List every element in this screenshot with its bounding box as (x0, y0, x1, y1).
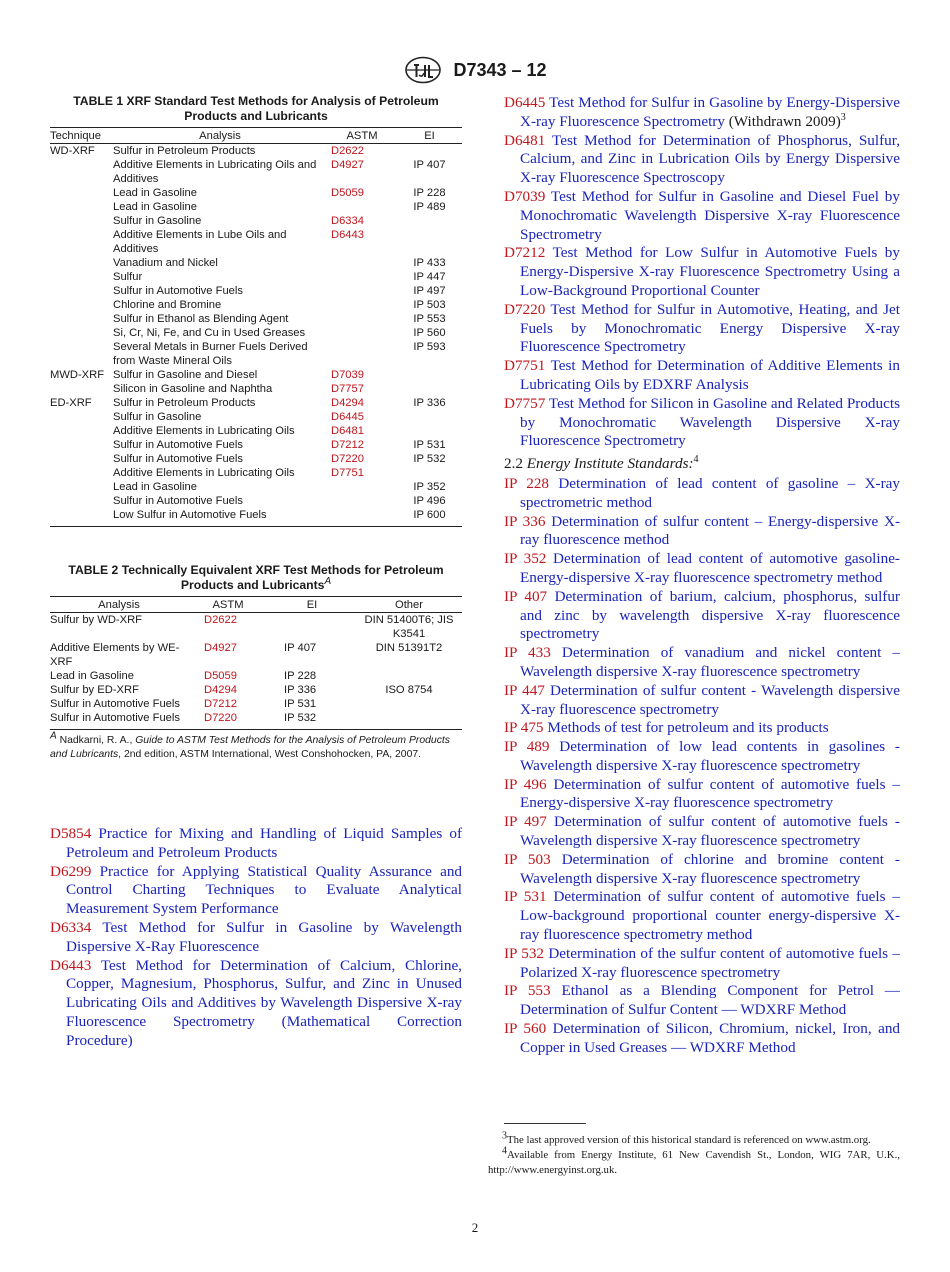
table1-ei-cell: IP 560 (413, 327, 446, 339)
page-header (0, 56, 950, 84)
astm-reference-code-link[interactable]: D7751 (504, 357, 546, 375)
table1-ei-cell (397, 466, 462, 480)
table2-other-cell (356, 669, 462, 683)
footnote-marker: 4 (502, 1145, 507, 1157)
table1-astm-link[interactable] (327, 326, 397, 340)
astm-reference (504, 188, 900, 244)
ip-reference-title-link[interactable]: Determination of lead content of gasoline – X-ray spectrometric method (520, 474, 900, 511)
footnote-marker: 3 (502, 1130, 507, 1142)
page-number: 2 (471, 1220, 479, 1235)
astm-reference (504, 132, 900, 188)
footnote (488, 1130, 900, 1148)
table2-astm-link[interactable]: D4294 (204, 684, 237, 696)
footnote-divider (504, 1123, 586, 1124)
table1-row (50, 214, 462, 228)
table1-astm-link[interactable]: D6334 (331, 215, 364, 227)
table1-ei-cell: IP 532 (413, 453, 446, 465)
table2-other-cell: DIN 51391T2 (375, 642, 443, 654)
ip-reference-code-link[interactable]: IP 447 (504, 681, 545, 699)
table2-astm-link[interactable]: D7220 (204, 712, 237, 724)
table1-technique-cell: MWD-XRF (50, 369, 105, 381)
table2-row (50, 613, 462, 642)
ip-reference-code-link[interactable]: IP 407 (504, 587, 548, 605)
ip-reference-title-link[interactable]: Determination of Silicon, Chromium, nickel, Iron, and Copper in Used Greases — WDXRF Method (520, 1020, 901, 1056)
ip-reference-code-link[interactable]: IP 352 (504, 550, 547, 568)
ip-reference-code-link[interactable]: IP 433 (504, 644, 551, 662)
table1-technique-cell (50, 214, 113, 228)
ip-reference-code-link[interactable]: IP 497 (504, 813, 547, 831)
table1-astm-link[interactable] (327, 340, 397, 368)
table1-analysis-cell: Sulfur in Gasoline (113, 215, 202, 227)
table2-row (50, 711, 462, 730)
table1-technique-cell (50, 424, 113, 438)
table1-technique-cell (50, 312, 113, 326)
table2-analysis-cell: Sulfur by WD-XRF (50, 614, 142, 626)
footnote-text: Available from Energy Institute, 61 New Cavendish St., London, WIG 7AR, U.K., http://www.energyinst.org.uk. (488, 1149, 900, 1176)
table1-analysis-cell: Sulfur in Petroleum Products (113, 397, 256, 409)
table1-ei-cell: IP 228 (413, 187, 446, 199)
table1-astm-link[interactable]: D4927 (331, 159, 364, 171)
table1-ei-cell: IP 593 (413, 341, 446, 353)
table1-row (50, 466, 462, 480)
table1-astm-link[interactable] (327, 480, 397, 494)
astm-reference-code-link[interactable]: D6334 (50, 918, 92, 936)
right-column (504, 94, 900, 1058)
table2-other-cell (356, 711, 462, 730)
table1-technique-cell (50, 270, 113, 284)
astm-reference-code-link[interactable]: D5854 (50, 825, 92, 842)
table1-analysis-cell: Sulfur in Gasoline (113, 411, 202, 423)
astm-reference-title-link[interactable]: Practice for Applying Statistical Quality Assurance and Control Charting Techniques to Evaluate Analytical Measurement System Performance (66, 862, 463, 918)
ip-reference-title-link[interactable]: Determination of chlorine and bromine content - Wavelength dispersive X-ray fluorescence spectrometry (520, 850, 900, 887)
table1-analysis-cell: Additive Elements in Lube Oils and Additives (113, 229, 287, 255)
astm-reference-title-link[interactable]: Test Method for Sulfur in Gasoline and Diesel Fuel by Monochromatic Wavelength Dispersive X-ray Fluorescence Spectrometry (520, 187, 900, 243)
table1-astm-link[interactable]: D7751 (331, 467, 364, 479)
astm-reference-title-link[interactable]: Test Method for Sulfur in Automotive, Heating, and Jet Fuels by Monochromatic Energy Dispersive X-ray Fluorescence Spectrometry (520, 300, 900, 356)
astm-reference-code-link[interactable]: D7220 (504, 300, 546, 318)
table1-analysis-cell: Sulfur in Petroleum Products (113, 145, 256, 157)
table1-technique-cell (50, 452, 113, 466)
ip-reference-code-link[interactable]: IP 228 (504, 474, 550, 492)
ip-reference (504, 719, 900, 738)
astm-reference (504, 301, 900, 357)
astm-reference-title-link[interactable]: Test Method for Sulfur in Gasoline by Energy-Dispersive X-ray Fluorescence Spectrometry (520, 94, 901, 130)
table1-analysis-cell: Additive Elements in Lubricating Oils (113, 425, 295, 437)
table1-analysis-cell: Sulfur in Automotive Fuels (113, 439, 243, 451)
section-2-2-heading: 2.2 Energy Institute Standards:$^4$ (504, 454, 699, 473)
ip-reference-title-link[interactable]: Determination of the sulfur content of automotive fuels – Polarized X-ray fluorescence spectrometry (520, 944, 900, 981)
table2-ei-cell: IP 228 (284, 670, 317, 682)
table1-analysis-cell: Lead in Gasoline (113, 187, 197, 199)
table1-astm-link[interactable] (327, 200, 397, 214)
table1-ei-cell (397, 214, 462, 228)
table1-row (50, 158, 462, 186)
table1-ei-cell (397, 144, 462, 159)
table1-row (50, 270, 462, 284)
table1-technique-cell: ED-XRF (50, 397, 92, 409)
astm-reference-title-link[interactable]: Test Method for Determination of Calcium, Chlorine, Copper, Magnesium, Phosphorus, Sulfur, and Zinc in Unused Lubricating Oils and Additives by Wavelength Dispersive X-ray Fluorescence Spectrometry (Mathematical Correction Procedure) (66, 956, 462, 1049)
ip-reference-title-link[interactable]: Determination of low lead contents in gasolines - Wavelength dispersive X-ray fluorescence spectrometry (520, 738, 900, 774)
table1-ei-cell: IP 489 (413, 201, 446, 213)
table1-analysis-cell: Sulfur (113, 271, 143, 283)
table1-technique-cell (50, 200, 113, 214)
table1-analysis-cell: Si, Cr, Ni, Fe, and Cu in Used Greases (113, 327, 306, 339)
table1-analysis-cell: Several Metals in Burner Fuels Derived from Waste Mineral Oils (113, 341, 308, 367)
ip-reference-title-link[interactable]: Determination of sulfur content of automotive fuels - Wavelength dispersive X-ray fluorescence spectrometry (520, 813, 900, 850)
astm-reference (504, 94, 900, 132)
table2-ei-cell: IP 336 (284, 684, 317, 696)
table1-astm-link[interactable] (327, 508, 397, 527)
table2-other-cell: DIN 51400T6; JIS K3541 (364, 614, 454, 640)
astm-reference-title-link[interactable]: Practice for Mixing and Handling of Liquid Samples of Petroleum and Petroleum Products (66, 825, 463, 861)
table1-astm-link[interactable] (327, 256, 397, 270)
ip-reference-title-link[interactable]: Determination of vanadium and nickel content – Wavelength dispersive X-ray fluorescence spectrometry (520, 644, 900, 680)
table2-header-ei: EI (268, 597, 356, 613)
ip-reference-title-link[interactable]: Determination of barium, calcium, phosphorus, sulfur and zinc by wavelength dispersive X-ray fluorescence spectrometry (520, 587, 900, 643)
ip-reference (504, 738, 900, 776)
table2-body (50, 613, 462, 730)
astm-reference-footnote-marker: 3 (840, 111, 846, 123)
astm-reference (504, 395, 900, 451)
table2-astm-link[interactable]: D5059 (204, 670, 237, 682)
ip-reference-list (504, 475, 900, 1058)
astm-reference-note: (Withdrawn 2009) (724, 112, 841, 130)
table1-row (50, 452, 462, 466)
astm-reference-title-link[interactable]: Test Method for Determination of Phosphorus, Sulfur, Calcium, and Zinc in Lubrication Oils by Energy Dispersive X-ray Fluorescence Spectroscopy (520, 131, 900, 187)
ip-reference-code-link[interactable]: IP 489 (504, 738, 550, 756)
table1-ei-cell (397, 382, 462, 396)
table2-analysis-cell: Sulfur by ED-XRF (50, 684, 139, 696)
astm-reference (50, 919, 462, 957)
table1-astm-link[interactable]: D6443 (331, 229, 364, 241)
table1-row (50, 326, 462, 340)
table1-ei-cell: IP 407 (413, 159, 446, 171)
ip-reference-code-link[interactable]: IP 532 (504, 944, 545, 962)
table2-astm-link[interactable]: D7212 (204, 698, 237, 710)
table2 (50, 596, 462, 730)
astm-reference (50, 863, 462, 919)
table1-technique-cell (50, 298, 113, 312)
astm-reference-code-link[interactable]: D7212 (504, 244, 546, 262)
table1-analysis-cell: Additive Elements in Lubricating Oils and Additives (113, 159, 317, 185)
table1-technique-cell (50, 326, 113, 340)
table1-technique-cell (50, 508, 113, 527)
table1-body (50, 144, 462, 527)
astm-reference (50, 957, 462, 1051)
table1-row (50, 228, 462, 256)
astm-reference-code-link[interactable]: D6299 (50, 862, 92, 880)
ip-reference (504, 1020, 900, 1058)
table1-row (50, 424, 462, 438)
table1-ei-cell: IP 503 (413, 299, 446, 311)
astm-reference-code-link[interactable]: D6445 (504, 94, 546, 111)
table1-technique-cell (50, 494, 113, 508)
ip-reference (504, 776, 900, 814)
table1-astm-link[interactable]: D7757 (331, 383, 364, 395)
table1-analysis-cell: Additive Elements in Lubricating Oils (113, 467, 295, 479)
table1-row (50, 410, 462, 424)
table1-ei-cell: IP 553 (413, 313, 446, 325)
left-column (50, 94, 462, 1051)
table1-astm-link[interactable]: D7220 (331, 453, 364, 465)
astm-reference-title-link[interactable]: Test Method for Silicon in Gasoline and Related Products by Monochromatic Wavelength Dispersive X-ray Fluorescence Spectrometry (520, 394, 900, 450)
table1-analysis-cell: Sulfur in Ethanol as Blending Agent (113, 313, 289, 325)
table2-ei-cell: IP 532 (284, 712, 317, 724)
ip-reference (504, 851, 900, 889)
document-designation: D7343 – 12 (453, 59, 547, 80)
table2-analysis-cell: Sulfur in Automotive Fuels (50, 712, 180, 724)
table1-ei-cell: IP 497 (413, 285, 446, 297)
table1-analysis-cell: Lead in Gasoline (113, 201, 197, 213)
table1-technique-cell (50, 480, 113, 494)
table1-analysis-cell: Sulfur in Gasoline and Diesel (113, 369, 258, 381)
table1-ei-cell: IP 531 (413, 439, 446, 451)
ip-reference (504, 813, 900, 851)
astm-logo-icon (403, 56, 443, 84)
table1-technique-cell (50, 186, 113, 200)
table1-row (50, 256, 462, 270)
table1-technique-cell (50, 466, 113, 480)
astm-reference-code-link[interactable]: D6481 (504, 131, 546, 149)
table1-technique-cell (50, 228, 113, 256)
ip-reference-code-link[interactable]: IP 531 (504, 888, 547, 906)
table1-technique-cell: WD-XRF (50, 145, 95, 157)
ip-reference (504, 550, 900, 588)
table2-analysis-cell: Lead in Gasoline (50, 670, 134, 682)
table1-analysis-cell: Vanadium and Nickel (113, 257, 218, 269)
table1-header-astm: ASTM (327, 128, 397, 144)
table2-astm-link[interactable]: D2622 (204, 614, 237, 626)
table2-ei-cell: IP 531 (284, 698, 317, 710)
table1-ei-cell: IP 496 (413, 495, 446, 507)
table2-footnote: A Nadkarni, R. A., Guide to ASTM Test Methods for the Analysis of Petroleum Products and Lubricants, 2nd edition, ASTM International, West Conshohocken, PA, 2007. (50, 730, 450, 760)
ip-reference (504, 982, 900, 1020)
ip-reference (504, 475, 900, 513)
table1-analysis-cell: Sulfur in Automotive Fuels (113, 453, 243, 465)
ip-reference-title-link[interactable]: Ethanol as a Blending Component for Petrol — Determination of Sulfur Content — WDXRF Method (520, 982, 900, 1019)
table1-technique-cell (50, 284, 113, 298)
table1-astm-link[interactable]: D2622 (331, 145, 364, 157)
table1-header-technique: Technique (50, 128, 113, 144)
table1-astm-link[interactable] (327, 270, 397, 284)
astm-reference-code-link[interactable]: D7039 (504, 187, 546, 205)
ip-reference-title-link[interactable]: Determination of lead content of automotive gasoline- Energy-dispersive X-ray fluorescence spectrometry method (520, 550, 900, 586)
table1-astm-link[interactable]: D7039 (331, 369, 364, 381)
ip-reference-code-link[interactable]: IP 475 (504, 719, 544, 737)
table2-analysis-cell: Additive Elements by WE-XRF (50, 642, 180, 668)
table1-row (50, 284, 462, 298)
table1-row (50, 144, 462, 159)
table1-analysis-cell: Sulfur in Automotive Fuels (113, 495, 243, 507)
ip-reference (504, 888, 900, 944)
table1-row (50, 200, 462, 214)
table2-header-analysis: Analysis (50, 597, 188, 613)
footnote-text: The last approved version of this historical standard is referenced on www.astm.org. (507, 1134, 871, 1146)
table2-header-other: Other (356, 597, 462, 613)
table2-ei-cell (268, 613, 356, 642)
table1-ei-cell: IP 447 (413, 271, 446, 283)
astm-reference-title-link[interactable]: Test Method for Sulfur in Gasoline by Wavelength Dispersive X-Ray Fluorescence (66, 918, 462, 955)
table1-ei-cell: IP 336 (413, 397, 446, 409)
table1-astm-link[interactable] (327, 494, 397, 508)
table1-row (50, 396, 462, 410)
ip-reference-code-link[interactable]: IP 560 (504, 1020, 547, 1038)
ip-reference-code-link[interactable]: IP 553 (504, 982, 551, 1000)
table1-ei-cell (397, 228, 462, 256)
table1-row (50, 382, 462, 396)
table2-ei-cell: IP 407 (284, 642, 317, 654)
table1-technique-cell (50, 158, 113, 186)
table1-astm-link[interactable] (327, 298, 397, 312)
ip-reference-code-link[interactable]: IP 336 (504, 512, 546, 530)
astm-reference-code-link[interactable]: D7757 (504, 394, 546, 412)
astm-reference-title-link[interactable]: Test Method for Determination of Additive Elements in Lubricating Oils by EDXRF Analysis (520, 357, 900, 393)
table1-ei-cell (397, 368, 462, 382)
ip-reference (504, 682, 900, 720)
ip-reference-title-link[interactable]: Determination of sulfur content of automotive fuels – Low-background proportional counter energy-dispersive X-ray fluorescence spectrometry method (520, 888, 900, 944)
table1-row (50, 494, 462, 508)
ip-reference-code-link[interactable]: IP 496 (504, 775, 547, 793)
table2-astm-link[interactable]: D4927 (204, 642, 237, 654)
table1-technique-cell (50, 256, 113, 270)
table1-astm-link[interactable]: D6481 (331, 425, 364, 437)
astm-reference (504, 244, 900, 300)
table1-analysis-cell: Chlorine and Bromine (113, 299, 222, 311)
table2-analysis-cell: Sulfur in Automotive Fuels (50, 698, 180, 710)
footnotes (488, 1130, 900, 1178)
table1-astm-link[interactable]: D5059 (331, 187, 364, 199)
astm-reference-code-link[interactable]: D6443 (50, 956, 92, 974)
table1-caption: TABLE 1 XRF Standard Test Methods for Analysis of Petroleum Products and Lubricants (73, 94, 439, 123)
table2-other-cell: ISO 8754 (385, 684, 433, 696)
table2-header-astm: ASTM (188, 597, 268, 613)
table1-ei-cell: IP 600 (413, 509, 446, 521)
table1-header-row (50, 128, 462, 144)
table2-other-cell (356, 697, 462, 711)
ip-reference (504, 588, 900, 644)
table1-astm-link[interactable] (327, 312, 397, 326)
astm-reference-title-link[interactable]: Test Method for Low Sulfur in Automotive Fuels by Energy-Dispersive X-ray Fluorescence Spectrometry Using a Low-Background Proportional Counter (520, 244, 900, 299)
astm-reference (504, 357, 900, 395)
table1-analysis-cell: Lead in Gasoline (113, 481, 197, 493)
table2-row (50, 683, 462, 697)
table2-row (50, 641, 462, 669)
ip-reference-title-link[interactable]: Methods of test for petroleum and its products (547, 719, 829, 737)
table1-row (50, 298, 462, 312)
table1-analysis-cell: Low Sulfur in Automotive Fuels (113, 509, 267, 521)
table1-row (50, 340, 462, 368)
table1-header-ei: EI (397, 128, 462, 144)
table1-technique-cell (50, 410, 113, 424)
table1-row (50, 480, 462, 494)
ip-reference-title-link[interactable]: Determination of sulfur content of automotive fuels – Energy-dispersive X-ray fluorescence spectrometry (520, 775, 900, 812)
footnote (488, 1145, 900, 1178)
table1-analysis-cell: Silicon in Gasoline and Naphtha (113, 383, 273, 395)
astm-reference (50, 825, 462, 863)
ip-reference (504, 644, 900, 682)
table1-technique-cell (50, 382, 113, 396)
table1-row (50, 438, 462, 452)
table1-astm-link[interactable] (327, 284, 397, 298)
table2-caption: TABLE 2 Technically Equivalent XRF Test Methods for Petroleum Products and Lubricants$^A$ (68, 563, 444, 592)
table1-astm-link[interactable]: D6445 (331, 411, 364, 423)
table1-ei-cell: IP 433 (413, 257, 446, 269)
table1-technique-cell (50, 438, 113, 452)
table1-row (50, 368, 462, 382)
astm-reference-list (504, 94, 900, 451)
table1-ei-cell (397, 424, 462, 438)
table1-ei-cell (397, 410, 462, 424)
table1-row (50, 508, 462, 527)
table2-row (50, 697, 462, 711)
ip-reference-code-link[interactable]: IP 503 (504, 850, 551, 868)
table1-row (50, 312, 462, 326)
table1-ei-cell: IP 352 (413, 481, 446, 493)
table1 (50, 127, 462, 527)
table2-row (50, 669, 462, 683)
table2-header-row (50, 597, 462, 613)
ip-reference-title-link[interactable]: Determination of sulfur content – Energy-dispersive X-ray fluorescence method (520, 512, 900, 549)
table1-header-analysis: Analysis (113, 128, 327, 144)
left-reference-list (50, 825, 462, 1051)
ip-reference (504, 945, 900, 983)
table1-technique-cell (50, 340, 113, 368)
table1-astm-link[interactable]: D7212 (331, 439, 364, 451)
table1-astm-link[interactable]: D4294 (331, 397, 364, 409)
ip-reference-title-link[interactable]: Determination of sulfur content - Wavelength dispersive X-ray fluorescence spectrometry (520, 681, 900, 718)
table1-row (50, 186, 462, 200)
table1-analysis-cell: Sulfur in Automotive Fuels (113, 285, 243, 297)
ip-reference (504, 513, 900, 551)
